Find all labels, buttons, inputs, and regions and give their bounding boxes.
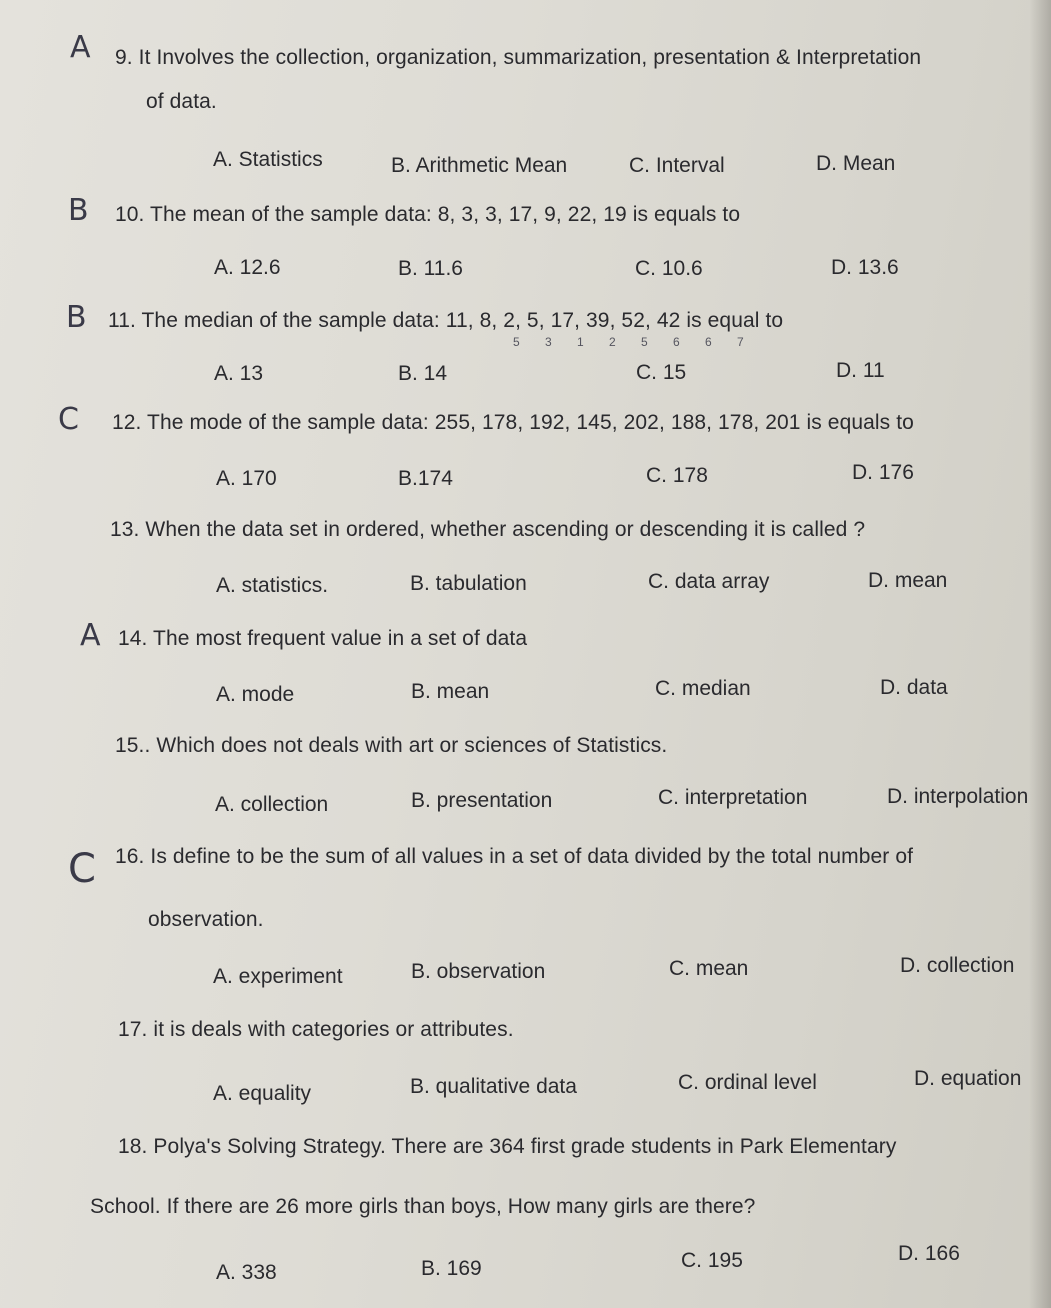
question-17-option-b: B. qualitative data — [410, 1075, 577, 1098]
question-10-option-c: C. 10.6 — [635, 257, 703, 280]
question-10-option-a: A. 12.6 — [214, 256, 281, 279]
question-18-option-d: D. 166 — [898, 1242, 960, 1265]
question-10-option-d: D. 13.6 — [831, 256, 899, 279]
question-15-option-d: D. interpolation — [887, 785, 1029, 808]
question-11-option-b: B. 14 — [398, 362, 448, 385]
answer-mark-q16: C — [68, 846, 96, 892]
question-13-option-b: B. tabulation — [410, 572, 527, 595]
question-18-stem-line-1: 18. Polya's Solving Strategy. There are 364 first grade students in Park Elementary — [118, 1135, 897, 1158]
question-9-stem-line-1: 9. It Involves the collection, organization, summarization, presentation & Interpretation — [115, 46, 922, 69]
question-12-option-c: C. 178 — [646, 464, 708, 487]
question-17-stem: 17. it is deals with categories or attributes. — [118, 1018, 514, 1041]
question-11-handwritten-ranks: 5 3 1 2 5 6 6 7 — [513, 335, 755, 349]
question-9-stem-line-2: of data. — [146, 90, 217, 113]
question-11-option-c: C. 15 — [636, 361, 687, 384]
question-10-stem: 10. The mean of the sample data: 8, 3, 3, 17, 9, 22, 19 is equals to — [115, 203, 741, 226]
question-13-stem: 13. When the data set in ordered, whether ascending or descending it is called ? — [110, 518, 866, 541]
question-10-option-b: B. 11.6 — [398, 257, 463, 280]
question-15-option-b: B. presentation — [411, 789, 553, 812]
question-9-option-d: D. Mean — [816, 152, 896, 175]
question-13-option-c: C. data array — [648, 570, 770, 593]
question-16-stem-line-2: observation. — [148, 908, 264, 931]
question-12-stem: 12. The mode of the sample data: 255, 178, 192, 145, 202, 188, 178, 201 is equals to — [112, 411, 914, 434]
question-9-option-a: A. Statistics — [213, 148, 323, 171]
question-17-option-a: A. equality — [213, 1082, 312, 1105]
question-18-option-a: A. 338 — [216, 1261, 277, 1284]
question-11-option-a: A. 13 — [214, 362, 264, 385]
question-16-option-a: A. experiment — [213, 965, 343, 988]
question-11-option-d: D. 11 — [836, 359, 885, 382]
question-16-option-d: D. collection — [900, 954, 1015, 977]
question-12-option-d: D. 176 — [852, 461, 914, 484]
answer-mark-q14: A — [80, 618, 101, 653]
question-14-option-d: D. data — [880, 676, 948, 699]
answer-mark-q10: B — [68, 193, 89, 228]
question-16-option-c: C. mean — [669, 957, 749, 980]
answer-mark-q9: A — [70, 30, 91, 65]
question-14-option-a: A. mode — [216, 683, 295, 706]
question-15-option-a: A. collection — [215, 793, 329, 816]
question-11-stem: 11. The median of the sample data: 11, 8, 2, 5, 17, 39, 52, 42 is equal to — [108, 309, 784, 332]
question-14-option-c: C. median — [655, 677, 751, 700]
question-12-option-b: B.174 — [398, 467, 453, 490]
question-17-option-c: C. ordinal level — [678, 1071, 817, 1094]
question-13-option-a: A. statistics. — [216, 574, 329, 597]
question-15-option-c: C. interpretation — [658, 786, 808, 809]
question-13-option-d: D. mean — [868, 569, 948, 592]
question-18-option-b: B. 169 — [421, 1257, 482, 1280]
question-18-stem-line-2: School. If there are 26 more girls than boys, How many girls are there? — [90, 1195, 756, 1218]
question-16-option-b: B. observation — [411, 960, 546, 983]
page-edge-shadow — [1029, 0, 1051, 1308]
question-14-stem: 14. The most frequent value in a set of data — [118, 627, 528, 650]
question-16-stem-line-1: 16. Is define to be the sum of all values in a set of data divided by the total number of — [115, 845, 914, 868]
answer-mark-q11: B — [66, 300, 87, 335]
question-12-option-a: A. 170 — [216, 467, 277, 490]
question-9-option-c: C. Interval — [629, 154, 725, 177]
question-15-stem: 15.. Which does not deals with art or sciences of Statistics. — [115, 734, 668, 757]
question-18-option-c: C. 195 — [681, 1249, 743, 1272]
question-17-option-d: D. equation — [914, 1067, 1022, 1090]
answer-mark-q12: C — [58, 402, 79, 437]
question-9-option-b: B. Arithmetic Mean — [391, 154, 568, 177]
question-14-option-b: B. mean — [411, 680, 490, 703]
